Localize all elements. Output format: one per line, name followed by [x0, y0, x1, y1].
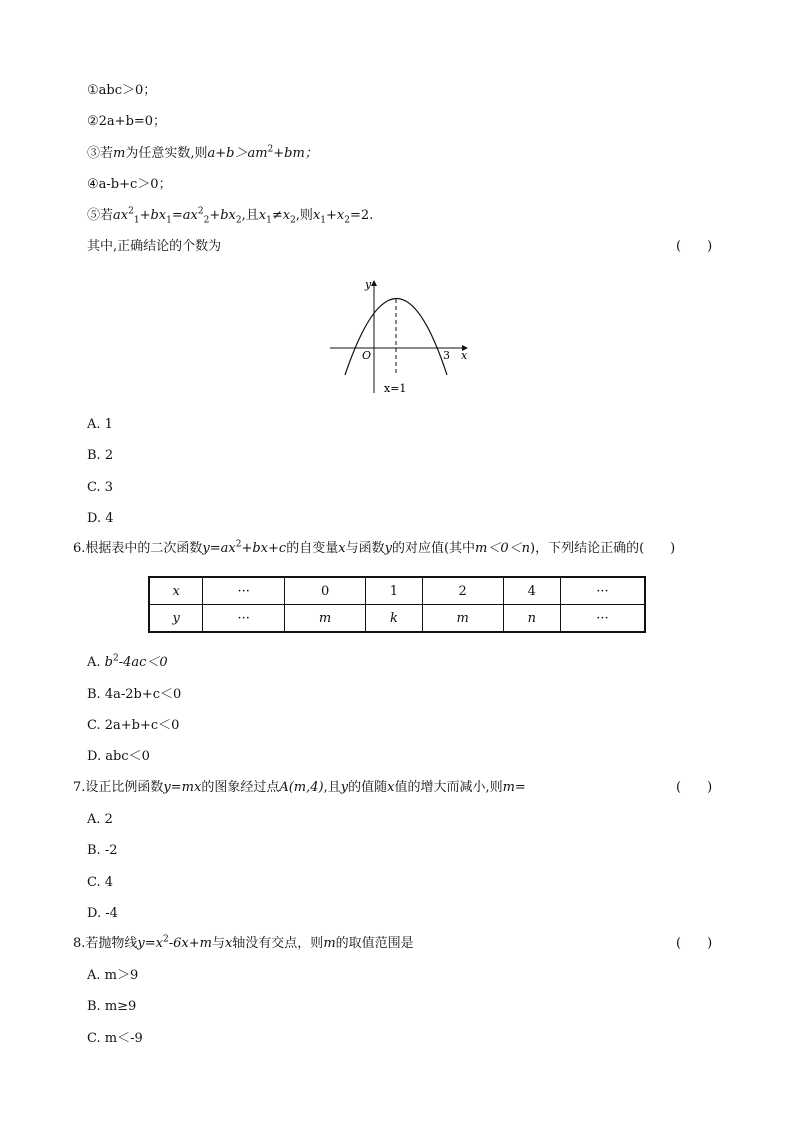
- q8-m: m: [323, 936, 336, 951]
- s5-x1: x: [258, 208, 267, 223]
- s5-sub2: 1: [166, 215, 172, 226]
- s5-sup1: 2: [128, 206, 134, 217]
- table-row: [149, 577, 645, 605]
- s5-x4: x: [336, 208, 345, 223]
- table-cell: 0: [285, 577, 366, 605]
- q6-opta-rest: -4ac＜0: [118, 655, 168, 670]
- table-cell: ···: [203, 577, 285, 605]
- q7-option-a[interactable]: A. 2: [87, 812, 113, 827]
- s5-pre: ⑤若: [87, 208, 114, 223]
- statement-3-m: m: [113, 146, 126, 161]
- q8-stem: [73, 935, 414, 953]
- origin-label: O: [362, 349, 372, 362]
- table-cell: x: [149, 577, 203, 605]
- q8-sup: 2: [162, 934, 169, 945]
- q7-option-d[interactable]: D. -4: [87, 906, 118, 921]
- q6-mid: 的自变量: [286, 541, 339, 556]
- q5-answer-paren: ( ): [676, 239, 713, 254]
- q8-func: y=x: [137, 936, 163, 951]
- q7-mid2: ,且: [323, 780, 341, 795]
- q7-x: x: [387, 780, 395, 795]
- q8-mid: 与: [211, 936, 225, 951]
- q7-func: y=mx: [163, 780, 202, 795]
- s5-e: ,且: [241, 208, 259, 223]
- q6-sup: 2: [235, 539, 242, 550]
- q7-stem: [73, 779, 526, 797]
- q6-pre: 6.根据表中的二次函数: [73, 541, 203, 556]
- q7-mid: 的图象经过点: [201, 780, 280, 795]
- y-axis-label: y: [365, 278, 372, 291]
- q8-func2: -6x+m: [168, 936, 212, 951]
- q6-opta-pre: A.: [87, 655, 105, 670]
- table-cell: ···: [203, 605, 285, 633]
- q7-y: y: [340, 780, 349, 795]
- q6-option-b[interactable]: B. 4a-2b+c＜0: [87, 687, 182, 702]
- table-cell: k: [366, 605, 422, 633]
- q6-option-d[interactable]: D. abc＜0: [87, 749, 150, 764]
- q5-option-b[interactable]: B. 2: [87, 448, 114, 463]
- table-cell: y: [149, 605, 203, 633]
- q7-end: 值的增大而减小,则: [394, 780, 503, 795]
- statement-5: [87, 207, 373, 225]
- s5-sub3: 2: [203, 215, 210, 226]
- table-row: [149, 605, 645, 633]
- statement-1: ①abc＞0；: [87, 83, 157, 98]
- statement-3-expr: a+b＞am: [207, 146, 268, 161]
- q8-x: x: [224, 936, 233, 951]
- s5-x2: x: [282, 208, 291, 223]
- q8-answer-paren: ( ): [676, 936, 713, 951]
- q6-x: x: [338, 541, 346, 556]
- table-cell: m: [285, 605, 366, 633]
- s5-b: +bx: [139, 208, 167, 223]
- s5-sub5: 1: [266, 215, 272, 226]
- statement-3-sup: 2: [267, 144, 274, 155]
- s5-ne: ≠: [271, 208, 283, 223]
- s5-plus: +: [326, 208, 337, 223]
- q5-option-c[interactable]: C. 3: [87, 480, 114, 495]
- q6-cond: m＜0＜n: [475, 541, 530, 556]
- table-cell: ···: [560, 577, 645, 605]
- s5-sub4: 2: [235, 215, 242, 226]
- s5-a: ax: [113, 208, 129, 223]
- q6-y: y: [384, 541, 392, 556]
- q7-point: A(m,4): [279, 780, 324, 795]
- q7-option-b[interactable]: B. -2: [87, 843, 118, 858]
- q6-option-c[interactable]: C. 2a+b+c＜0: [87, 718, 180, 733]
- statement-3-mid: 为任意实数,则: [125, 146, 208, 161]
- q7-mid3: 的值随: [348, 780, 388, 795]
- tick-label-3: 3: [443, 349, 450, 362]
- s5-sub6: 2: [290, 215, 296, 226]
- value-table: [148, 576, 646, 633]
- statement-3-pre: ③若: [87, 146, 114, 161]
- q6-func2: +bx+c: [241, 541, 287, 556]
- q8-option-b[interactable]: B. m≥9: [87, 999, 137, 1014]
- q6-opta-sup: 2: [112, 653, 119, 664]
- axis-label: x=1: [384, 382, 407, 395]
- q6-func: y=ax: [202, 541, 236, 556]
- table-cell: n: [503, 605, 560, 633]
- s5-sup2: 2: [197, 206, 204, 217]
- statement-3-end: +bm；: [273, 146, 318, 161]
- table-cell: 2: [422, 577, 503, 605]
- statement-2: ②2a+b=0；: [87, 114, 167, 129]
- q7-option-c[interactable]: C. 4: [87, 875, 114, 890]
- table-cell: m: [422, 605, 503, 633]
- s5-x3: x: [312, 208, 321, 223]
- s5-g: =2.: [350, 208, 374, 223]
- q5-option-d[interactable]: D. 4: [87, 511, 114, 526]
- q7-m: m=: [502, 780, 526, 795]
- parabola-graph: [325, 275, 475, 397]
- q8-option-c[interactable]: C. m＜-9: [87, 1031, 143, 1046]
- q6-opta-b: b: [104, 655, 113, 670]
- q8-mid2: 轴没有交点，则: [232, 936, 324, 951]
- q6-mid2: 与函数: [345, 541, 385, 556]
- q6-end: )，下列结论正确的( ): [530, 541, 676, 556]
- q5-prompt: 其中,正确结论的个数为: [87, 239, 222, 254]
- x-axis-label: x: [461, 349, 468, 362]
- q5-option-a[interactable]: A. 1: [87, 417, 113, 432]
- table-cell: ···: [560, 605, 645, 633]
- s5-f: ,则: [295, 208, 313, 223]
- statement-4: ④a-b+c＞0；: [87, 177, 172, 192]
- s5-d: +bx: [209, 208, 236, 223]
- s5-sub1: 1: [133, 215, 140, 226]
- s5-sub7: 1: [320, 215, 327, 226]
- q8-option-a[interactable]: A. m＞9: [87, 968, 139, 983]
- q7-pre: 7.设正比例函数: [73, 780, 164, 795]
- s5-sub8: 2: [344, 215, 350, 226]
- q6-stem: [73, 540, 675, 558]
- q7-answer-paren: ( ): [676, 780, 713, 795]
- q8-pre: 8.若抛物线: [73, 936, 138, 951]
- statement-3: [87, 145, 318, 163]
- q8-end: 的取值范围是: [335, 936, 414, 951]
- table-cell: 4: [503, 577, 560, 605]
- q6-mid3: 的对应值(其中: [391, 541, 476, 556]
- q6-option-a[interactable]: [87, 654, 168, 672]
- table-cell: 1: [366, 577, 422, 605]
- s5-c: =ax: [171, 208, 198, 223]
